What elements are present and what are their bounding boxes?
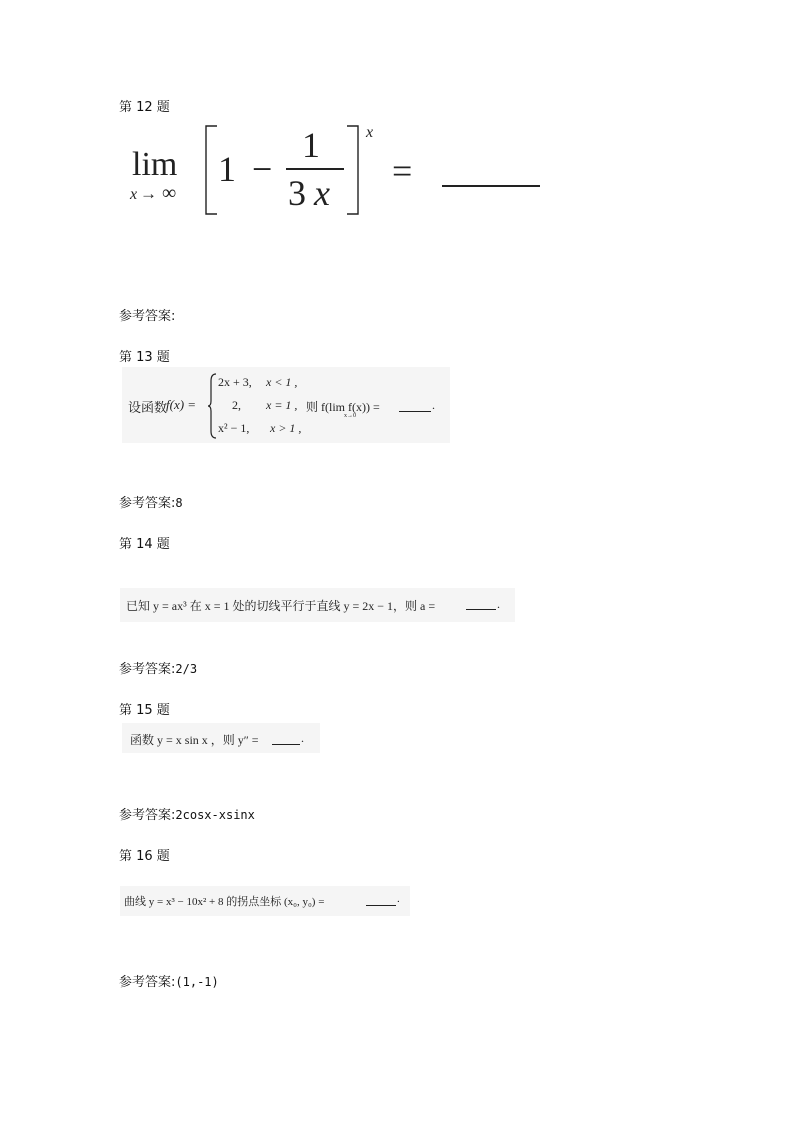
right-paren-icon [344,124,364,216]
lim-sub-infinity: ∞ [162,182,177,204]
formula-fx: f(x) = [166,397,197,412]
question-12-formula [120,120,550,220]
answer-value: 2/3 [175,662,198,676]
case-3-cond: x > 1 , [270,421,302,435]
answer-label: 参考答案: [119,496,176,511]
fraction-bar [286,168,344,170]
question-14-label: 第 14 题 [119,537,170,552]
question-12-label: 第 12 题 [119,100,170,115]
formula-minus: − [252,149,273,189]
question-13-formula [122,367,450,443]
question-15-formula [122,723,320,753]
answer-label: 参考答案: [119,808,176,823]
question-16-label: 第 16 题 [119,849,170,864]
question-15-answer [119,807,255,824]
answer-value: 8 [175,496,183,510]
formula-equals: = [392,151,413,191]
fraction-den-coef: 3 [288,173,306,213]
answer-value: (1,-1) [175,975,219,989]
formula-period: . [497,597,500,611]
case-2-expr: 2, [232,398,241,412]
lim-operator: lim [132,146,178,183]
question-13-answer [119,495,183,512]
answer-blank [442,185,540,187]
formula-period: . [432,398,435,412]
fraction-numerator: 1 [302,125,320,165]
formula-one: 1 [218,149,236,189]
question-14-formula [120,588,515,622]
question-14-answer [119,661,197,678]
formula-then: 则 f(lim f(x)) = [306,400,380,414]
case-1-expr: 2x + 3, [218,375,252,389]
lim-sub-var: x [130,186,138,203]
fraction-den-var: x [314,173,330,213]
answer-label: 参考答案: [119,662,176,677]
formula-then-sub: x→0 [344,413,356,419]
case-3-expr: x² − 1, [218,421,250,435]
case-1-cond: x < 1 , [266,375,298,389]
answer-blank [466,609,496,610]
formula-text: 已知 y = ax³ 在 x = 1 处的切线平行于直线 y = 2x − 1，则 a = [126,599,436,613]
question-16-answer [119,974,219,991]
answer-label: 参考答案: [119,975,176,990]
question-16-formula [120,886,410,916]
question-12-answer-label: 参考答案: [119,309,176,324]
formula-period: . [397,893,400,905]
answer-value: 2cosx-xsinx [175,808,255,822]
brace-icon [208,373,218,439]
formula-text: 曲线 y = x³ − 10x² + 8 的拐点坐标 (x₀, y₀) = [124,896,325,908]
formula-period: . [301,731,304,745]
question-15-label: 第 15 题 [119,703,170,718]
answer-blank [399,411,431,412]
answer-blank [366,905,396,906]
case-2-cond: x = 1 , [266,398,298,412]
formula-prefix: 设函数 [128,400,168,415]
lim-sub-arrow: → [140,184,157,203]
formula-text: 函数 y = x sin x ，则 y″ = [130,733,259,747]
question-13-label: 第 13 题 [119,350,170,365]
answer-blank [272,744,300,745]
left-paren-icon [200,124,220,216]
formula-exponent: x [366,124,374,141]
